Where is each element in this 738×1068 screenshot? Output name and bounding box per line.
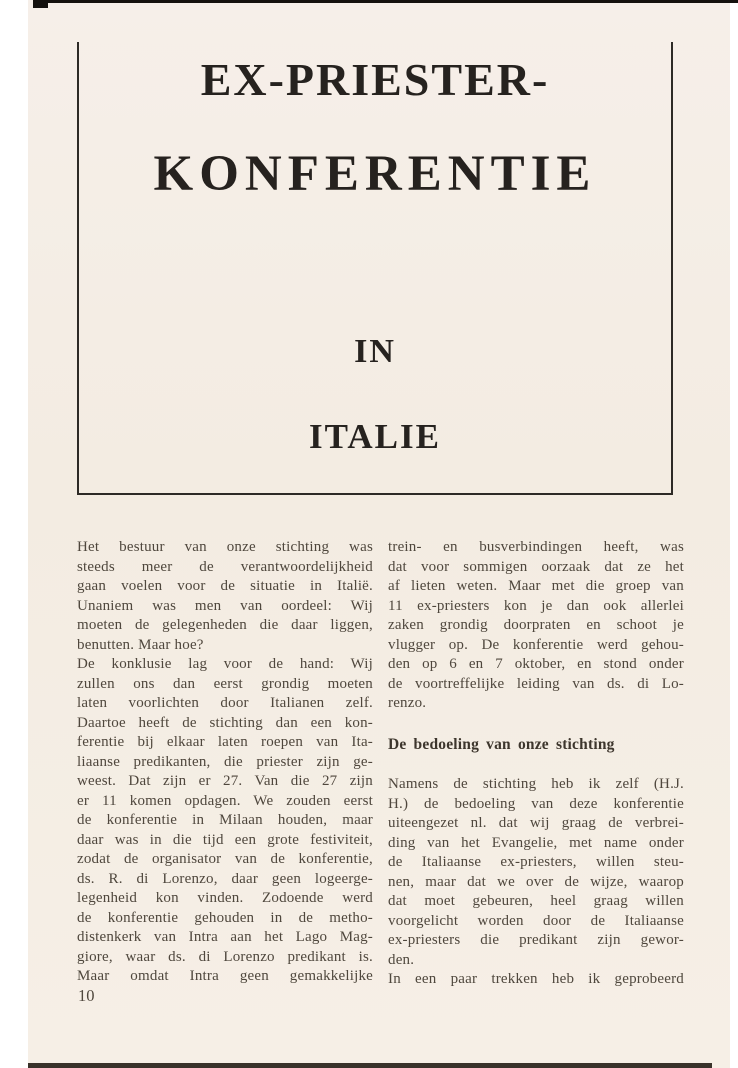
title-line-3: IN — [354, 333, 396, 370]
body-line: liaanse predikanten, die priester zijn ge- — [77, 753, 373, 770]
body-line: H.) de bedoeling van deze konferentie — [388, 795, 684, 812]
section-heading: De bedoeling van onze stichting — [388, 735, 615, 753]
right-column — [388, 538, 684, 990]
left-column — [77, 538, 373, 990]
body-line: benutten. Maar hoe? — [77, 636, 204, 653]
body-line: distenkerk van Intra aan het Lago Mag- — [77, 929, 373, 945]
body-line: den op 6 en 7 oktober, en stond onder — [388, 656, 684, 672]
body-line: nen, maar dat we over de wijze, waarop — [388, 873, 684, 890]
body-line: daar was in die tijd een grote festiviteit, — [77, 831, 373, 848]
body-line: weest. Dat zijn er 27. Van die 27 zijn — [77, 773, 373, 789]
body-line: de konferentie in Milaan houden, maar — [77, 812, 373, 828]
body-line: ds. R. di Lorenzo, daar geen logeerge- — [77, 870, 373, 887]
scan-bottom-edge — [28, 1063, 712, 1068]
body-line: uiteengezet nl. dat wij graag de verbrei- — [388, 815, 684, 831]
body-line: dat voor sommigen oorzaak dat ze het — [388, 558, 684, 575]
body-line: dat moet gebeuren, heel graag willen — [388, 893, 684, 909]
page-number: 10 — [78, 986, 95, 1005]
article-columns — [77, 538, 684, 990]
scan-top-notch — [33, 0, 48, 8]
body-line: zullen ons dan eerst grondig moeten — [77, 675, 373, 692]
body-line: Unaniem was men van oordeel: Wij — [77, 597, 373, 614]
title-line-1: EX-PRIESTER- — [200, 54, 550, 105]
body-line: voorgelicht worden door de Italiaanse — [388, 912, 684, 929]
body-line: ferentie bij elkaar laten roepen van Ita- — [77, 734, 373, 750]
body-line: de voortreffelijke leiding van ds. di Lo- — [388, 675, 684, 692]
body-line: trein- en busverbindingen heeft, was — [388, 539, 684, 555]
body-line: Daartoe heeft de stichting dan een kon- — [77, 714, 373, 731]
body-line: 11 ex-priesters kon je dan ook allerlei — [388, 597, 684, 614]
body-line: steeds meer de verantwoordelijkheid — [77, 558, 373, 575]
title-box — [77, 42, 673, 495]
title-line-2: KONFERENTIE — [153, 146, 597, 202]
title-line-4: ITALIE — [309, 417, 441, 456]
body-line: ex-priesters die predikant zijn gewor- — [388, 932, 684, 948]
body-line: In een paar trekken heb ik geprobeerd — [388, 971, 684, 987]
body-line: gaan voelen voor de situatie in Italië. — [77, 578, 373, 594]
body-line: af lieten weten. Maar met die groep van — [388, 578, 684, 594]
body-line: zaken grondig doorpraten en schoot je — [388, 617, 684, 633]
body-line: ding van het Evangelie, met name onder — [388, 834, 684, 851]
body-line: Het bestuur van onze stichting was — [77, 539, 373, 555]
body-line: legenheid kon vinden. Zodoende werd — [77, 890, 373, 906]
body-line: de Italiaanse ex-priesters, willen steu- — [388, 854, 684, 870]
scan-top-edge — [33, 0, 738, 3]
body-line: de konferentie gehouden in de metho- — [77, 909, 373, 926]
body-line: Maar omdat Intra geen gemakkelijke — [77, 968, 373, 984]
body-line: laten voorlichten door Italianen zelf. — [77, 695, 373, 711]
body-line: De konklusie lag voor de hand: Wij — [77, 656, 373, 672]
body-line: vlugger op. De konferentie werd gehou- — [388, 636, 684, 653]
body-line: moeten de gelegenheden die daar liggen, — [77, 617, 373, 633]
body-line: er 11 komen opdagen. We zouden eerst — [77, 792, 373, 809]
body-line: den. — [388, 951, 415, 968]
body-line: renzo. — [388, 695, 427, 711]
body-line: giore, waar ds. di Lorenzo predikant is. — [77, 948, 373, 965]
body-line: Namens de stichting heb ik zelf (H.J. — [388, 776, 684, 792]
body-line: zodat de organisator van de konferentie, — [77, 851, 373, 867]
